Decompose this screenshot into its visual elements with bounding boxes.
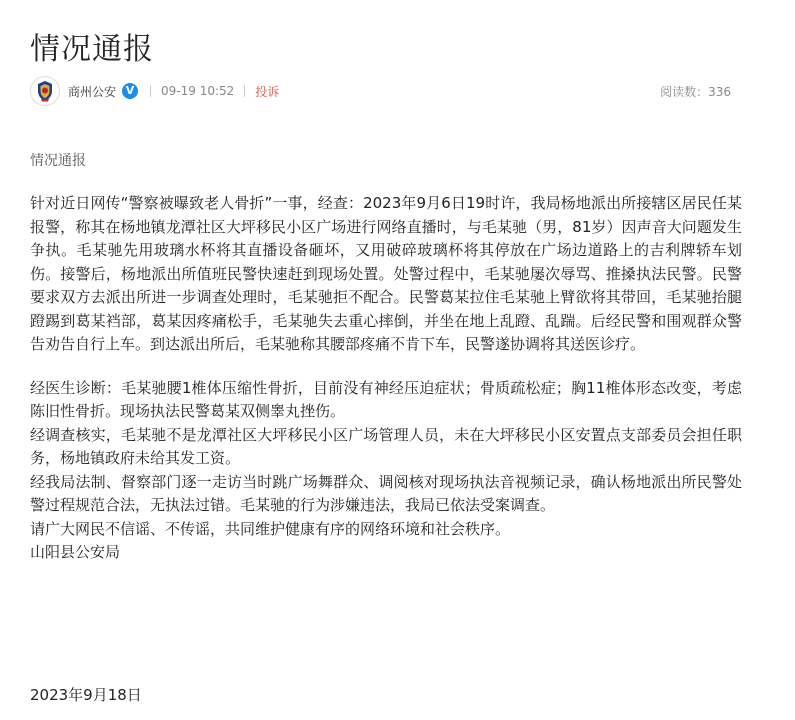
police-badge-icon[interactable]: [30, 76, 60, 106]
article-body: [30, 192, 742, 565]
page-title: 情况通报: [30, 32, 154, 67]
issuer-signature: 山阳县公安局: [30, 543, 121, 561]
article-meta: [30, 76, 731, 106]
article-paragraph: 针对近日网传“警察被曝致老人骨折”一事，经查：2023年9月6日19时许，我局杨地派出所接辖区居民任某报警，称其在杨地镇龙潭社区大坪移民小区广场进行网络直播时，与毛某驰（男，81岁）因声音大问题发生争执。毛某驰先用玻璃水杯将其直播设备砸坏，又用破碎玻璃杯将其停放在广场边道路上的吉利牌轿车划伤。接警后，杨地派出所值班民警快速赶到现场处置。处警过程中，毛某驰屡次辱骂、推搡执法民警。民警要求双方去派出所进一步调查处理时，毛某驰拒不配合。民警葛某拉住毛某驰上臂欲将其带回，毛某驰抬腿蹬踢到葛某裆部，葛某因疼痛松手，毛某驰失去重心摔倒，并坐在地上乱蹬、乱踹。后经民警和围观群众警告劝告自行上车。到达派出所后，毛某驰称其腰部疼痛不肯下车，民警遂协调将其送医诊疗。: [30, 194, 742, 353]
read-count: 阅读数：336: [660, 84, 731, 99]
article-paragraph: 经调查核实，毛某驰不是龙潭社区大坪移民小区广场管理人员，未在大坪移民小区安置点支部委员会担任职务，杨地镇政府未给其发工资。: [30, 425, 742, 467]
report-link[interactable]: 投诉: [255, 84, 280, 99]
divider: [150, 85, 151, 97]
article-paragraph: 经医生诊断：毛某驰腰1椎体压缩性骨折，目前没有神经压迫症状；骨质疏松症；胸11椎体形态改变，考虑陈旧性骨折。现场执法民警葛某双侧睾丸挫伤。: [30, 378, 742, 420]
divider: [244, 85, 245, 97]
author-name[interactable]: 商州公安: [68, 84, 117, 99]
article-paragraph: 请广大网民不信谣、不传谣，共同维护健康有序的网络环境和社会秩序。: [30, 519, 511, 538]
issue-date: 2023年9月18日: [30, 686, 142, 704]
verified-v-icon: V: [122, 83, 138, 99]
publish-time: 09-19 10:52: [161, 84, 235, 98]
article-paragraph: 经我局法制、督察部门逐一走访当时跳广场舞群众、调阅核对现场执法音视频记录，确认杨地派出所民警处警过程规范合法，无执法过错。毛某驰的行为涉嫌违法，我局已依法受案调查。: [30, 472, 742, 514]
section-label: 情况通报: [30, 153, 86, 169]
